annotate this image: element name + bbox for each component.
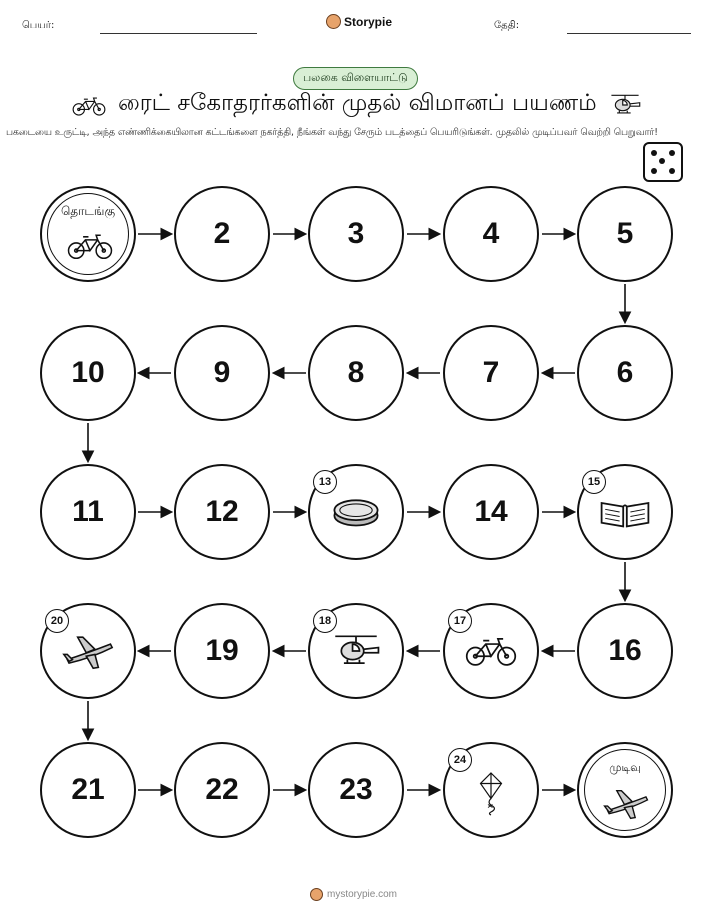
board-cell-6[interactable] <box>577 325 673 421</box>
board-cell-23[interactable] <box>308 742 404 838</box>
page-title: ரைட் சகோதரர்களின் முதல் விமானப் பயணம் <box>118 90 597 116</box>
cell-number: 16 <box>608 634 642 667</box>
airplane-icon <box>603 786 649 820</box>
coin-icon <box>329 494 383 530</box>
board-cell-8[interactable] <box>308 325 404 421</box>
footer <box>310 888 397 901</box>
cell-number: 2 <box>213 217 231 250</box>
board-cell-start[interactable] <box>40 186 136 282</box>
game-type-tag: பலகை விளையாட்டு <box>293 67 418 90</box>
airplane-icon <box>62 632 114 670</box>
cell-number-badge: 20 <box>45 609 69 633</box>
board-cell-21[interactable] <box>40 742 136 838</box>
cell-number: 23 <box>339 773 373 806</box>
cell-number: 21 <box>71 773 105 806</box>
cell-number-badge: 13 <box>313 470 337 494</box>
kite-icon <box>476 769 506 819</box>
cell-number: 14 <box>474 495 508 528</box>
cell-number-badge: 18 <box>313 609 337 633</box>
cell-number: 5 <box>616 217 634 250</box>
board-cell-14[interactable] <box>443 464 539 560</box>
board-cell-4[interactable] <box>443 186 539 282</box>
cell-number-badge: 17 <box>448 609 472 633</box>
finish-label: முடிவு <box>609 761 641 774</box>
cell-number: 9 <box>213 356 231 389</box>
bicycle-icon <box>465 635 517 667</box>
board-cell-finish[interactable] <box>577 742 673 838</box>
board-cell-10[interactable] <box>40 325 136 421</box>
helicopter-icon <box>330 632 382 670</box>
cell-number: 6 <box>616 356 634 389</box>
board-cell-7[interactable] <box>443 325 539 421</box>
cell-number: 10 <box>71 356 105 389</box>
board-cell-22[interactable] <box>174 742 270 838</box>
name-label: பெயர்: <box>22 20 55 31</box>
date-label: தேதி: <box>494 20 520 31</box>
cell-number-badge: 24 <box>448 748 472 772</box>
cell-number: 11 <box>72 495 104 528</box>
instructions: பகடையை உருட்டி, அந்த எண்ணிக்கையிலான கட்டங்களை நகர்த்தி, நீங்கள் வந்து சேரும் படத்தைப் பெயரிடுங்கள். முதலில் முடிப்பவர் வெற்றி பெறுவார்! <box>6 127 659 138</box>
bear-icon <box>310 888 323 901</box>
open-book-icon <box>598 494 652 530</box>
cell-number: 8 <box>347 356 365 389</box>
cell-number: 12 <box>205 495 239 528</box>
cell-number: 7 <box>482 356 500 389</box>
board-cell-12[interactable] <box>174 464 270 560</box>
board-cell-2[interactable] <box>174 186 270 282</box>
board-cell-11[interactable] <box>40 464 136 560</box>
start-label: தொடங்கு <box>60 204 116 218</box>
board-cell-3[interactable] <box>308 186 404 282</box>
cell-number: 19 <box>205 634 239 667</box>
bicycle-icon <box>67 232 113 260</box>
brand-name: Storypie <box>344 14 393 29</box>
cell-number: 4 <box>482 217 500 250</box>
board-cell-9[interactable] <box>174 325 270 421</box>
board-cell-19[interactable] <box>174 603 270 699</box>
cell-number: 3 <box>347 217 365 250</box>
board-cell-16[interactable] <box>577 603 673 699</box>
footer-url[interactable]: mystorypie.com <box>327 889 398 900</box>
cell-number-badge: 15 <box>582 470 606 494</box>
board-cell-5[interactable] <box>577 186 673 282</box>
cell-number: 22 <box>205 773 239 806</box>
